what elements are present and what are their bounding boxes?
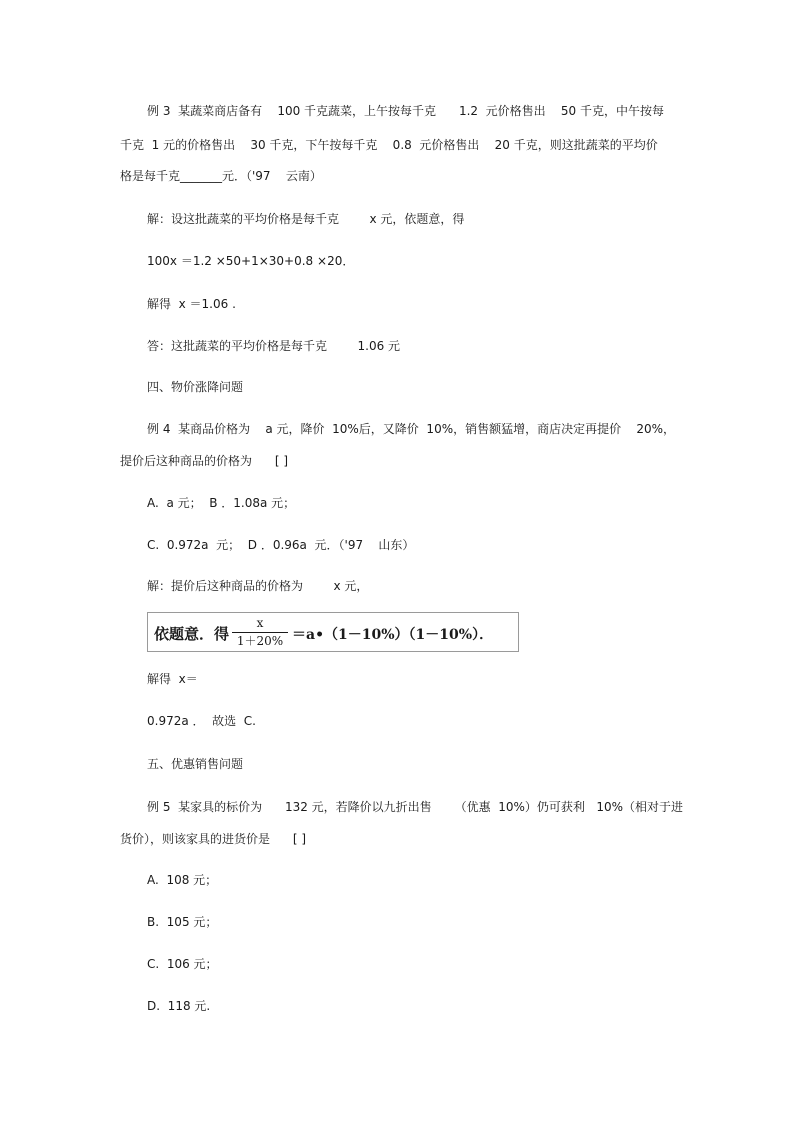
example-3-line-3: 格是每千克_______元．（'97 云南） [120, 169, 322, 183]
example-5-line-2: 货价），则该家具的进货价是 [ ] [120, 832, 307, 846]
section-heading-4: 四、物价涨降问题 [147, 380, 244, 394]
fraction-bar [232, 632, 288, 633]
example-3-line-2: 千克 1 元的价格售出 30 千克，下午按每千克 0.8 元价格售出 20 千克，则这批蔬菜的平均价 [120, 138, 658, 152]
example-5-option-a: A. 108 元； [147, 873, 218, 887]
example-5-option-d: D. 118 元. [147, 999, 211, 1013]
example-4-line-2: 提价后这种商品的价格为 [ ] [120, 454, 289, 468]
formula-rest: ＝a•（1－10%）（1－10%）． [292, 627, 494, 643]
example-5-option-c: C. 106 元； [147, 957, 218, 971]
example-4-line-1: 例 4 某商品价格为 a 元，降价 10%后，又降价 10%，销售额猛增，商店决定再提价 20%， [147, 422, 676, 436]
solution-3-result: 解得 x ＝1.06 . [147, 297, 236, 311]
example-4-options-ab: A. a 元； B ．1.08a 元； [147, 496, 296, 510]
solution-4-result: 0.972a ． 故选 C. [147, 714, 256, 728]
formula-numerator: x [256, 616, 264, 630]
formula-image-box [147, 612, 519, 652]
section-heading-5: 五、优惠销售问题 [147, 757, 244, 771]
example-4-options-cd: C. 0.972a 元； D ．0.96a 元．（'97 山东） [147, 538, 415, 552]
answer-3: 答：这批蔬菜的平均价格是每千克 1.06 元 [147, 339, 401, 353]
example-5-option-b: B. 105 元； [147, 915, 218, 929]
solution-4-setup: 解：提价后这种商品的价格为 x 元， [147, 579, 369, 593]
example-3-line-1: 例 3 某蔬菜商店备有 100 千克蔬菜，上午按每千克 1.2 元价格售出 50 千克，中午按每 [147, 104, 664, 118]
solution-4-result-label: 解得 x＝ [147, 672, 198, 686]
example-5-line-1: 例 5 某家具的标价为 132 元，若降价以九折出售 （优惠 10%）仍可获利 10%（相对于进 [147, 800, 683, 814]
solution-3-setup: 解：设这批蔬菜的平均价格是每千克 x 元，依题意，得 [147, 212, 465, 226]
formula-fraction [232, 616, 288, 649]
solution-3-equation: 100x ＝1.2 ×50+1×30+0.8 ×20． [147, 254, 355, 268]
formula-denominator: 1＋20% [236, 634, 284, 648]
formula-lead: 依题意．得 [154, 625, 230, 643]
